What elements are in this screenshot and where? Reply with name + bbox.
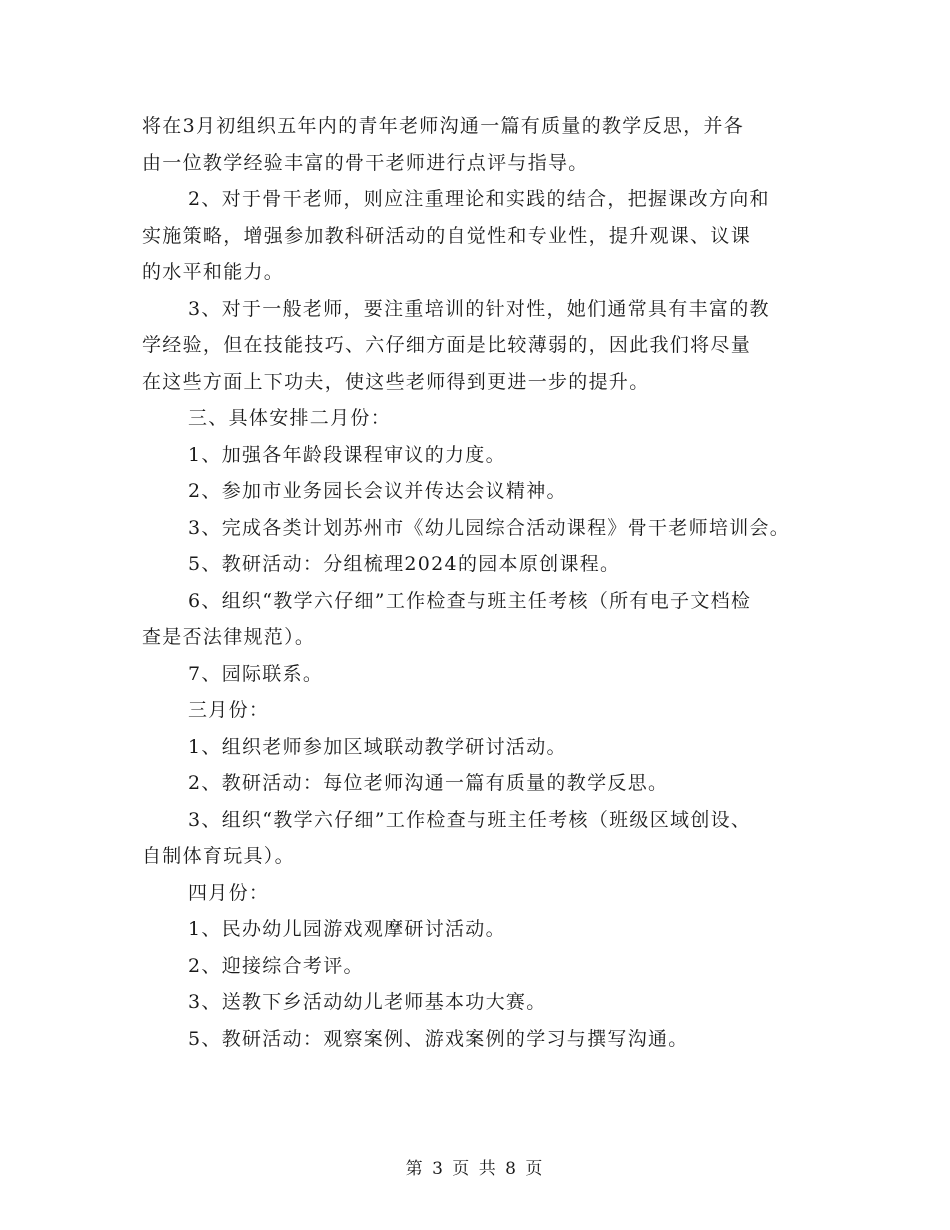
text-line: 三月份： — [188, 699, 270, 721]
text-line: 3、完成各类计划苏州市《幼儿园综合活动课程》骨干老师培训会。 — [188, 516, 791, 539]
text-line: 2、迎接综合考评。 — [188, 954, 364, 977]
text-line: 四月份： — [188, 881, 270, 904]
text-line: 将在3月初组织五年内的青年老师沟通一篇有质量的教学反思，并各 — [142, 115, 745, 137]
text-line: 2、对于骨干老师，则应注重理论和实践的结合，把握课改方向和 — [188, 188, 770, 210]
text-line: 三、具体安排二月份： — [188, 407, 392, 429]
text-line: 自制体育玩具）。 — [142, 845, 295, 867]
text-line: 3、送教下乡活动幼儿老师基本功大赛。 — [188, 991, 547, 1013]
text-line: 2、参加市业务园长会议并传达会议精神。 — [188, 480, 567, 502]
text-line: 学经验，但在技能技巧、六仔细方面是比较薄弱的，因此我们将尽量 — [142, 334, 752, 356]
document-body — [142, 108, 822, 1057]
text-line: 3、组织“教学六仔细”工作检查与班主任考核（班级区域创设、 — [188, 808, 752, 831]
text-line: 5、教研活动：观察案例、游戏案例的学习与撰写沟通。 — [188, 1027, 689, 1050]
text-line: 5、教研活动：分组梳理2024的园本原创课程。 — [188, 553, 621, 575]
text-line: 的水平和能力。 — [142, 261, 285, 283]
text-line: 1、组织老师参加区域联动教学研讨活动。 — [188, 735, 567, 758]
text-line: 3、对于一般老师，要注重培训的针对性，她们通常具有丰富的教 — [188, 297, 770, 320]
text-line: 1、民办幼儿园游戏观摩研讨活动。 — [188, 918, 506, 940]
text-line: 7、园际联系。 — [188, 662, 324, 685]
text-line: 2、教研活动：每位老师沟通一篇有质量的教学反思。 — [188, 772, 669, 794]
text-line: 在这些方面上下功夫，使这些老师得到更进一步的提升。 — [142, 370, 650, 393]
text-line: 由一位教学经验丰富的骨干老师进行点评与指导。 — [142, 151, 589, 174]
text-line: 查是否法律规范）。 — [142, 626, 316, 648]
text-line: 实施策略，增强参加教科研活动的自觉性和专业性，提升观课、议课 — [142, 224, 752, 247]
text-line: 6、组织“教学六仔细”工作检查与班主任考核（所有电子文档检 — [188, 589, 752, 612]
text-line: 1、加强各年龄段课程审议的力度。 — [188, 443, 506, 466]
page-number-footer: 第 3 页 共 8 页 — [405, 1159, 545, 1179]
